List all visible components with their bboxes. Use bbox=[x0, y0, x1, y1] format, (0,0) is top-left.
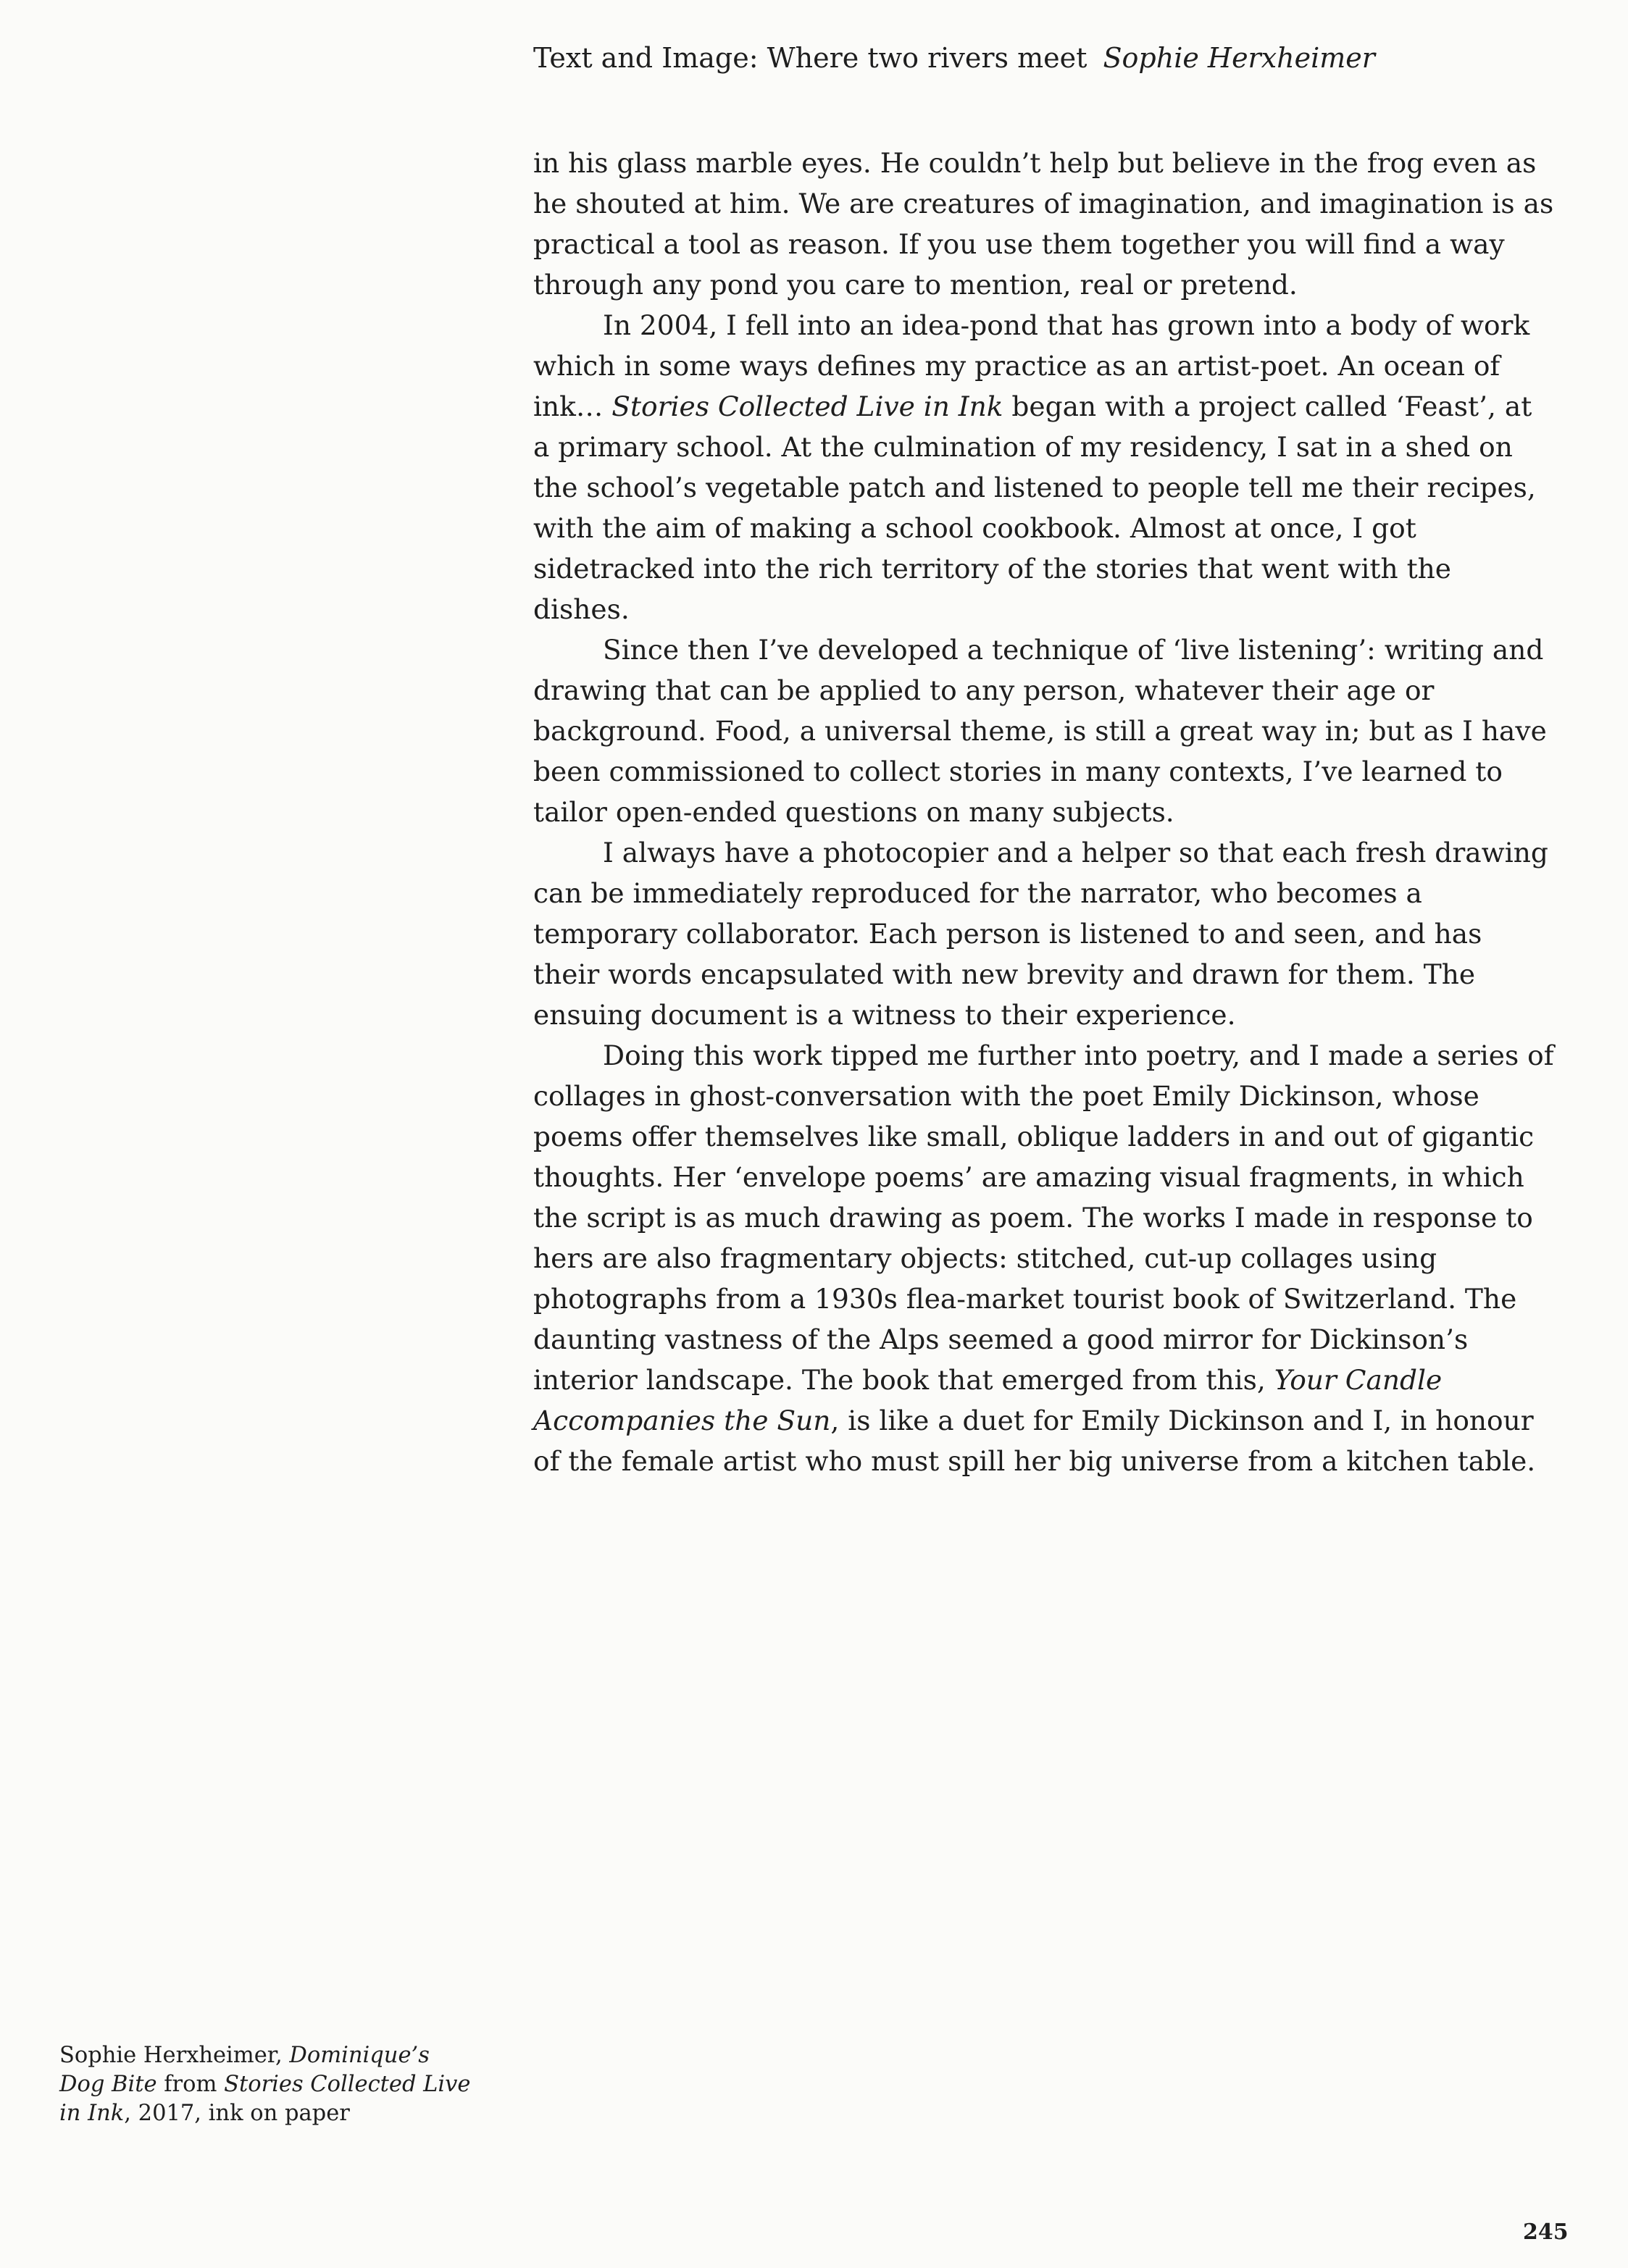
italic-text: Stories Collected Live in Ink bbox=[611, 390, 1003, 422]
paragraph bbox=[533, 1035, 1555, 1481]
running-head-author: Sophie Herxheimer bbox=[1103, 42, 1375, 74]
text-run: I always have a photocopier and a helper so that each fresh drawing can be immediately reproduced for the narrator, who becomes a temporary collaborator. Each person is listened to and seen, and has their words encapsulated with new brevity and drawn for them. The ensuing document is a witness to their experience. bbox=[533, 837, 1548, 1031]
page-number: 245 bbox=[1523, 2219, 1569, 2245]
text-run: Since then I’ve developed a technique of ‘live listening’: writing and drawing that can be applied to any person, whatever their age or background. Food, a universal theme, is still a great way in; but as I have been commissioned to collect stories in many contexts, I’ve learned to tailor open-ended questions on many subjects. bbox=[533, 634, 1547, 828]
paragraph bbox=[533, 629, 1555, 832]
paragraph bbox=[533, 143, 1555, 305]
body-text bbox=[533, 143, 1555, 1481]
running-head-title: Text and Image: Where two rivers meet bbox=[533, 42, 1088, 74]
italic-text: Stories Collected Live in Ink bbox=[59, 2072, 471, 2126]
text-run: In 2004, I fell into an idea-pond that has grown into a body of work which in some ways defines my practice as an artist-poet. An ocean of ink… bbox=[533, 309, 1530, 422]
italic-text: Dominique’s Dog Bite bbox=[59, 2043, 430, 2097]
paragraph bbox=[533, 305, 1555, 629]
text-run: Doing this work tipped me further into poetry, and I made a series of collages in ghost-conversation with the poet Emily Dickinson, whose poems offer themselves like small, oblique ladders in and out of gigantic thoughts. Her ‘envelope poems’ are amazing visual fragments, in which the script is as much drawing as poem. The works I made in response to hers are also fragmentary objects: stitched, cut-up collages using photographs from a 1930s flea-market tourist book of Switzerland. The daunting vastness of the Alps seemed a good mirror for Dickinson’s interior landscape. The book that emerged from this, bbox=[533, 1039, 1554, 1396]
text-run: from bbox=[156, 2072, 225, 2097]
text-run: began with a project called ‘Feast’, at a primary school. At the culmination of my residency, I sat in a shed on the school’s vegetable patch and listened to people tell me their recipes, with the aim of making a school cookbook. Almost at once, I got sidetracked into the rich territory of the stories that went with the dishes. bbox=[533, 390, 1536, 625]
text-run: , 2017, ink on paper bbox=[124, 2101, 350, 2126]
italic-text: Your Candle Accompanies the Sun bbox=[533, 1364, 1443, 1436]
figure-caption bbox=[59, 2041, 472, 2128]
text-run: in his glass marble eyes. He couldn’t help but believe in the frog even as he shouted at him. We are creatures of imagination, and imagination is as practical a tool as reason. If you use them together you will find a way through any pond you care to mention, real or pretend. bbox=[533, 147, 1554, 301]
running-head bbox=[533, 39, 1562, 77]
paragraph bbox=[533, 832, 1555, 1035]
text-run: Sophie Herxheimer, bbox=[59, 2043, 290, 2068]
text-run: , is like a duet for Emily Dickinson and I, in honour of the female artist who must spill her big universe from a kitchen table. bbox=[533, 1405, 1536, 1477]
